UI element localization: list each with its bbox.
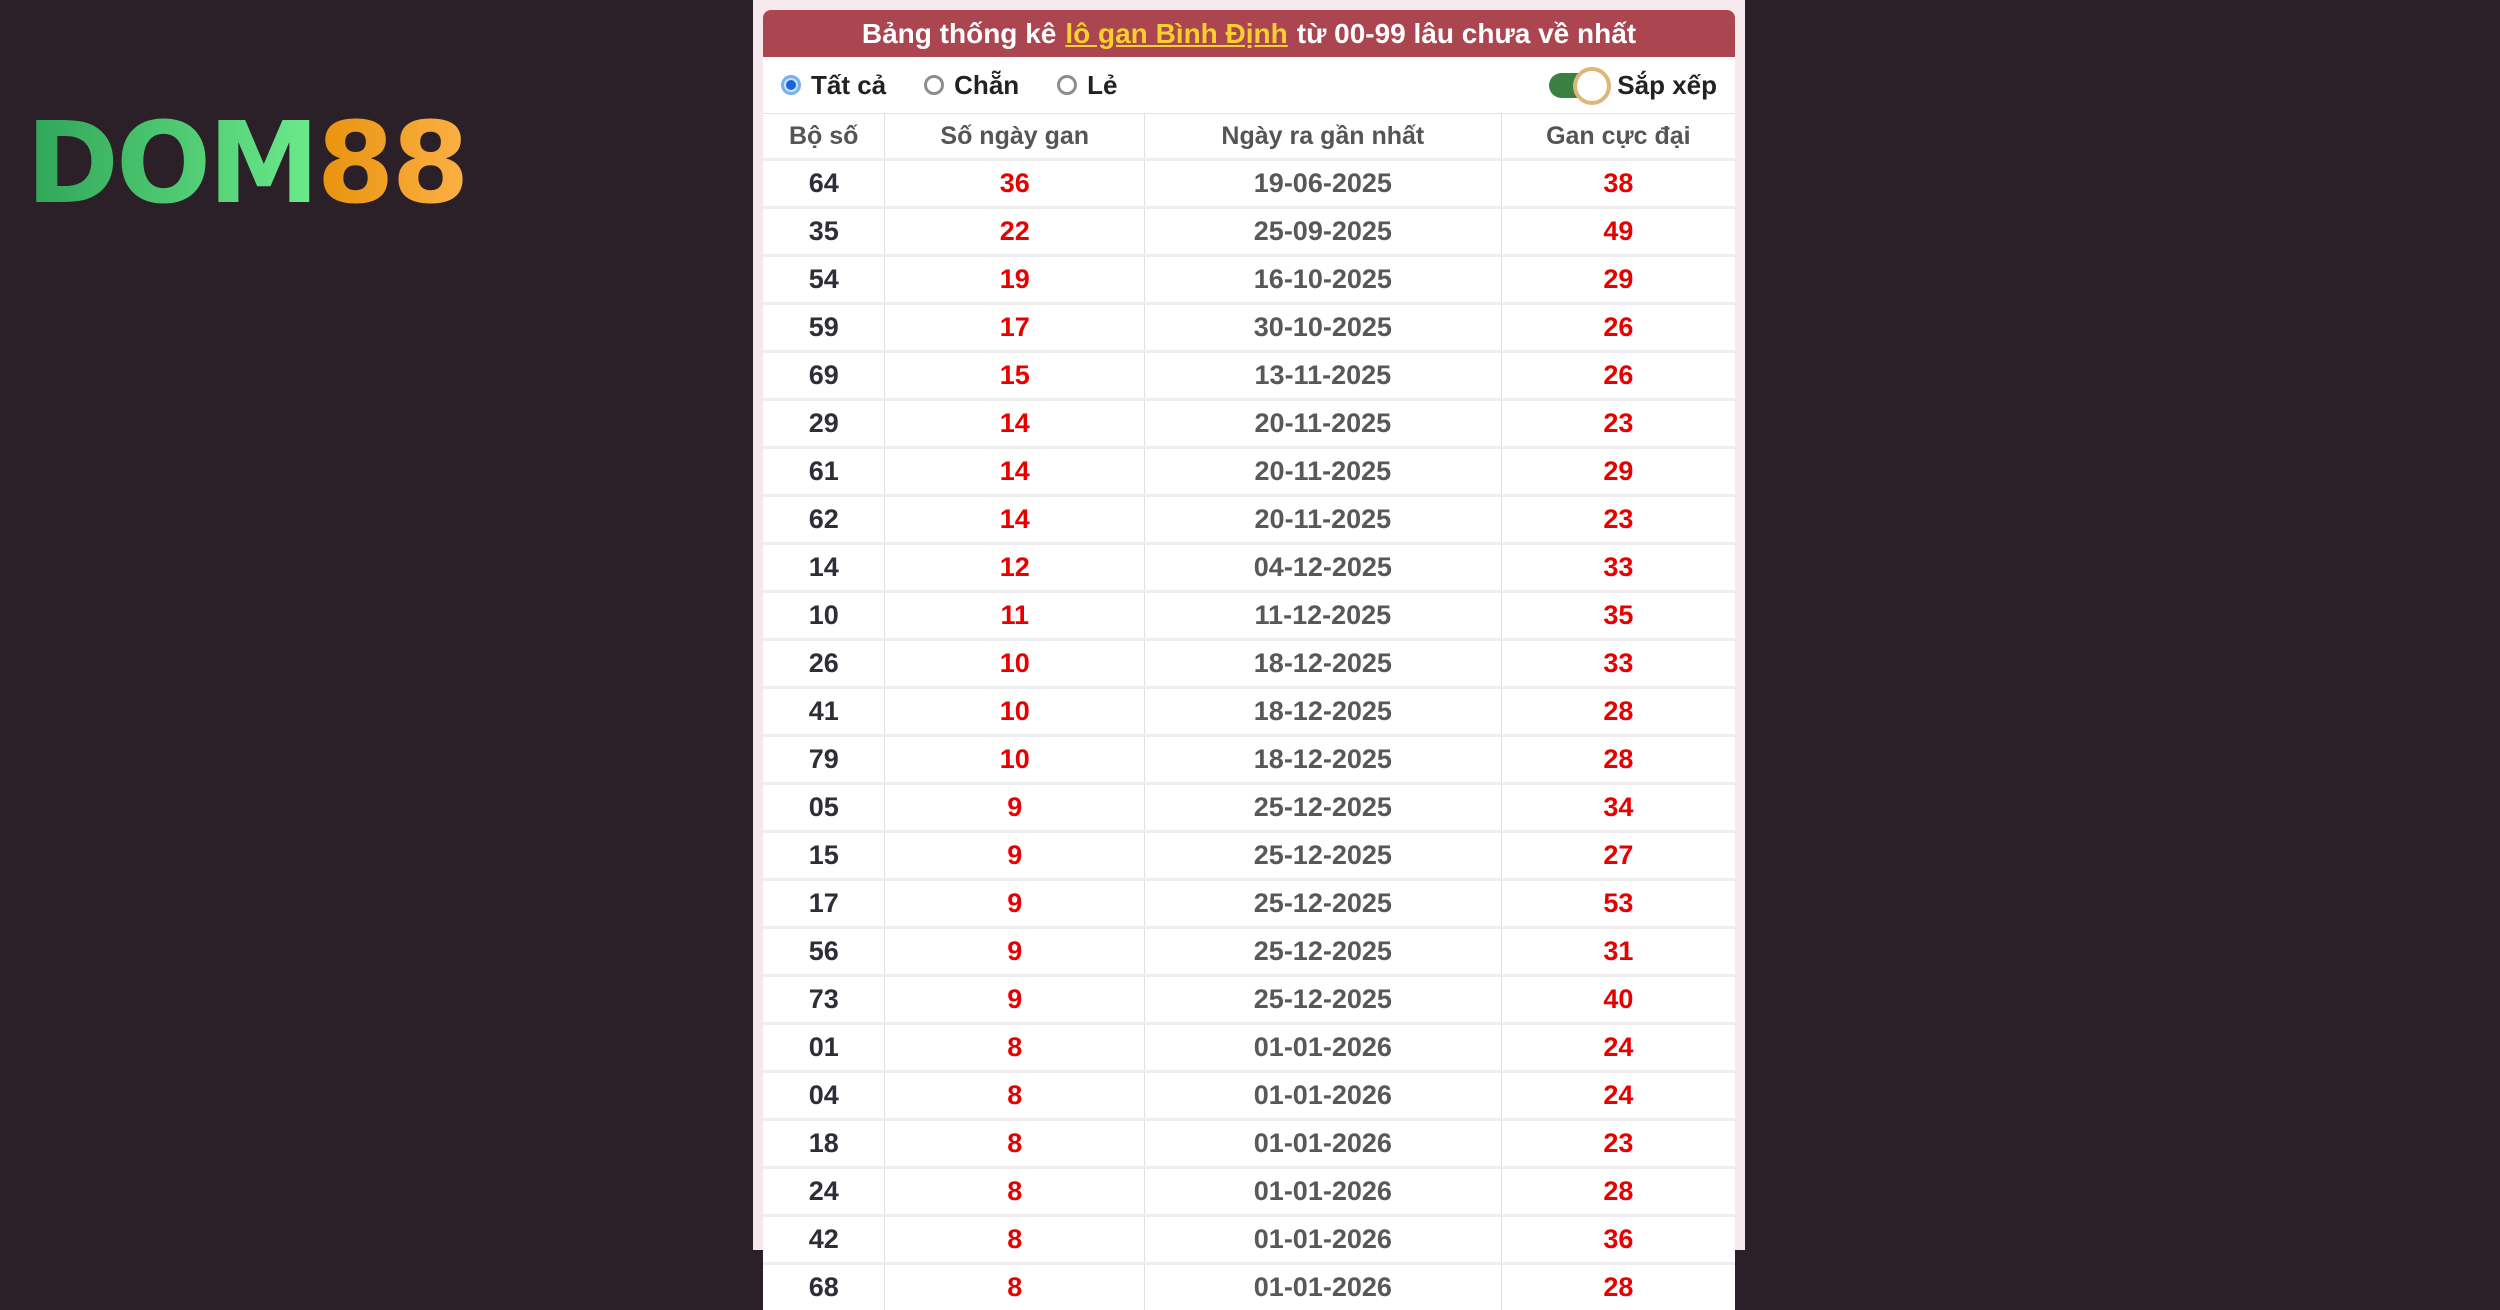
cell-so-ngay-gan: 22 bbox=[885, 209, 1145, 254]
cell-bo-so: 73 bbox=[763, 977, 885, 1022]
radio-odd-label: Lẻ bbox=[1087, 69, 1118, 100]
cell-bo-so: 14 bbox=[763, 545, 885, 590]
table-row bbox=[763, 1121, 1735, 1169]
cell-ngay-ra-gan-nhat: 25-12-2025 bbox=[1145, 881, 1502, 926]
cell-so-ngay-gan: 14 bbox=[885, 449, 1145, 494]
cell-so-ngay-gan: 8 bbox=[885, 1121, 1145, 1166]
cell-ngay-ra-gan-nhat: 25-12-2025 bbox=[1145, 785, 1502, 830]
cell-bo-so: 05 bbox=[763, 785, 885, 830]
cell-bo-so: 26 bbox=[763, 641, 885, 686]
table-title-bar bbox=[763, 10, 1735, 57]
cell-bo-so: 62 bbox=[763, 497, 885, 542]
radio-all[interactable] bbox=[781, 70, 886, 101]
title-prefix: Bảng thống kê bbox=[861, 17, 1057, 49]
cell-gan-cuc-dai: 28 bbox=[1603, 744, 1634, 774]
cell-ngay-ra-gan-nhat: 25-12-2025 bbox=[1145, 929, 1502, 974]
table-row bbox=[763, 353, 1735, 401]
cell-ngay-ra-gan-nhat: 18-12-2025 bbox=[1145, 737, 1502, 782]
cell-bo-so: 24 bbox=[763, 1169, 885, 1214]
table-row bbox=[763, 1073, 1735, 1121]
cell-gan-cuc-dai: 27 bbox=[1603, 840, 1634, 870]
cell-bo-so: 41 bbox=[763, 689, 885, 734]
cell-bo-so: 17 bbox=[763, 881, 885, 926]
logo-text-dom: DOM bbox=[26, 99, 317, 229]
radio-even-label: Chẵn bbox=[954, 69, 1020, 100]
cell-gan-cuc-dai: 23 bbox=[1603, 1128, 1634, 1158]
column-header-ngay-ra-gan-nhat: Ngày ra gần nhất bbox=[1145, 114, 1502, 158]
cell-bo-so: 61 bbox=[763, 449, 885, 494]
cell-bo-so: 56 bbox=[763, 929, 885, 974]
table-row bbox=[763, 1265, 1735, 1310]
table-row bbox=[763, 1025, 1735, 1073]
cell-gan-cuc-dai: 26 bbox=[1603, 360, 1634, 390]
cell-gan-cuc-dai: 53 bbox=[1603, 888, 1634, 918]
cell-gan-cuc-dai: 31 bbox=[1603, 936, 1634, 966]
cell-so-ngay-gan: 14 bbox=[885, 401, 1145, 446]
cell-so-ngay-gan: 17 bbox=[885, 305, 1145, 350]
cell-bo-so: 10 bbox=[763, 593, 885, 638]
cell-so-ngay-gan: 10 bbox=[885, 689, 1145, 734]
cell-bo-so: 35 bbox=[763, 209, 885, 254]
cell-ngay-ra-gan-nhat: 01-01-2026 bbox=[1145, 1025, 1502, 1070]
cell-bo-so: 01 bbox=[763, 1025, 885, 1070]
lo-gan-binh-dinh-link[interactable]: lô gan Bình Định bbox=[1065, 17, 1288, 49]
cell-so-ngay-gan: 10 bbox=[885, 641, 1145, 686]
radio-unselected-icon[interactable] bbox=[924, 75, 944, 95]
cell-ngay-ra-gan-nhat: 20-11-2025 bbox=[1145, 449, 1502, 494]
cell-gan-cuc-dai: 28 bbox=[1603, 1272, 1634, 1302]
cell-so-ngay-gan: 36 bbox=[885, 161, 1145, 206]
dom88-logo bbox=[26, 99, 467, 229]
table-row bbox=[763, 977, 1735, 1025]
sort-label: Sắp xếp bbox=[1617, 69, 1717, 100]
cell-gan-cuc-dai: 24 bbox=[1603, 1032, 1634, 1062]
cell-so-ngay-gan: 8 bbox=[885, 1217, 1145, 1262]
cell-gan-cuc-dai: 35 bbox=[1603, 600, 1634, 630]
table-row bbox=[763, 257, 1735, 305]
cell-ngay-ra-gan-nhat: 25-12-2025 bbox=[1145, 977, 1502, 1022]
table-panel bbox=[763, 57, 1735, 1302]
table-row bbox=[763, 161, 1735, 209]
cell-gan-cuc-dai: 33 bbox=[1603, 648, 1634, 678]
cell-ngay-ra-gan-nhat: 01-01-2026 bbox=[1145, 1169, 1502, 1214]
cell-bo-so: 64 bbox=[763, 161, 885, 206]
cell-so-ngay-gan: 9 bbox=[885, 833, 1145, 878]
cell-gan-cuc-dai: 28 bbox=[1603, 1176, 1634, 1206]
cell-so-ngay-gan: 14 bbox=[885, 497, 1145, 542]
cell-so-ngay-gan: 9 bbox=[885, 977, 1145, 1022]
cell-ngay-ra-gan-nhat: 20-11-2025 bbox=[1145, 497, 1502, 542]
table-row bbox=[763, 737, 1735, 785]
cell-bo-so: 04 bbox=[763, 1073, 885, 1118]
radio-odd[interactable] bbox=[1057, 70, 1117, 101]
cell-gan-cuc-dai: 49 bbox=[1603, 216, 1634, 246]
radio-even[interactable] bbox=[924, 70, 1019, 101]
cell-bo-so: 29 bbox=[763, 401, 885, 446]
cell-ngay-ra-gan-nhat: 25-09-2025 bbox=[1145, 209, 1502, 254]
sort-control bbox=[1549, 70, 1717, 101]
cell-bo-so: 42 bbox=[763, 1217, 885, 1262]
cell-bo-so: 18 bbox=[763, 1121, 885, 1166]
cell-so-ngay-gan: 15 bbox=[885, 353, 1145, 398]
table-row bbox=[763, 449, 1735, 497]
title-suffix: từ 00-99 lâu chưa về nhất bbox=[1296, 17, 1637, 49]
table-row bbox=[763, 929, 1735, 977]
cell-gan-cuc-dai: 28 bbox=[1603, 696, 1634, 726]
cell-gan-cuc-dai: 26 bbox=[1603, 312, 1634, 342]
cell-bo-so: 79 bbox=[763, 737, 885, 782]
cell-gan-cuc-dai: 29 bbox=[1603, 456, 1634, 486]
cell-gan-cuc-dai: 38 bbox=[1603, 168, 1634, 198]
table-row bbox=[763, 1217, 1735, 1265]
table-row bbox=[763, 1169, 1735, 1217]
table-row bbox=[763, 209, 1735, 257]
column-header-so-ngay-gan: Số ngày gan bbox=[885, 114, 1145, 158]
cell-ngay-ra-gan-nhat: 11-12-2025 bbox=[1145, 593, 1502, 638]
radio-selected-icon[interactable] bbox=[781, 75, 801, 95]
cell-bo-so: 69 bbox=[763, 353, 885, 398]
cell-ngay-ra-gan-nhat: 19-06-2025 bbox=[1145, 161, 1502, 206]
table-row bbox=[763, 401, 1735, 449]
cell-bo-so: 54 bbox=[763, 257, 885, 302]
cell-so-ngay-gan: 19 bbox=[885, 257, 1145, 302]
table-row bbox=[763, 785, 1735, 833]
cell-so-ngay-gan: 8 bbox=[885, 1025, 1145, 1070]
cell-ngay-ra-gan-nhat: 01-01-2026 bbox=[1145, 1121, 1502, 1166]
cell-so-ngay-gan: 8 bbox=[885, 1073, 1145, 1118]
table-header-row bbox=[763, 114, 1735, 161]
cell-gan-cuc-dai: 23 bbox=[1603, 408, 1634, 438]
table-row bbox=[763, 833, 1735, 881]
cell-gan-cuc-dai: 40 bbox=[1603, 984, 1634, 1014]
cell-so-ngay-gan: 8 bbox=[885, 1265, 1145, 1310]
radio-unselected-icon[interactable] bbox=[1057, 75, 1077, 95]
column-header-bo-so: Bộ số bbox=[763, 114, 885, 158]
table-row bbox=[763, 305, 1735, 353]
cell-so-ngay-gan: 11 bbox=[885, 593, 1145, 638]
cell-gan-cuc-dai: 24 bbox=[1603, 1080, 1634, 1110]
cell-gan-cuc-dai: 29 bbox=[1603, 264, 1634, 294]
cell-gan-cuc-dai: 36 bbox=[1603, 1224, 1634, 1254]
lo-gan-statistics-widget bbox=[753, 0, 1745, 1302]
table-row bbox=[763, 881, 1735, 929]
cell-ngay-ra-gan-nhat: 16-10-2025 bbox=[1145, 257, 1502, 302]
cell-gan-cuc-dai: 34 bbox=[1603, 792, 1634, 822]
column-header-gan-cuc-dai: Gan cực đại bbox=[1546, 121, 1691, 150]
cell-so-ngay-gan: 9 bbox=[885, 929, 1145, 974]
radio-all-label: Tất cả bbox=[811, 69, 887, 100]
table-row bbox=[763, 593, 1735, 641]
cell-so-ngay-gan: 9 bbox=[885, 881, 1145, 926]
cell-bo-so: 68 bbox=[763, 1265, 885, 1310]
cell-ngay-ra-gan-nhat: 04-12-2025 bbox=[1145, 545, 1502, 590]
sort-toggle[interactable] bbox=[1549, 72, 1601, 99]
cell-so-ngay-gan: 9 bbox=[885, 785, 1145, 830]
toggle-knob-icon[interactable] bbox=[1573, 67, 1611, 105]
cell-ngay-ra-gan-nhat: 01-01-2026 bbox=[1145, 1217, 1502, 1262]
logo-text-88: 88 bbox=[316, 99, 467, 229]
table-row bbox=[763, 497, 1735, 545]
cell-so-ngay-gan: 10 bbox=[885, 737, 1145, 782]
cell-ngay-ra-gan-nhat: 18-12-2025 bbox=[1145, 689, 1502, 734]
filter-row bbox=[763, 57, 1735, 114]
cell-bo-so: 15 bbox=[763, 833, 885, 878]
cell-so-ngay-gan: 12 bbox=[885, 545, 1145, 590]
cell-so-ngay-gan: 8 bbox=[885, 1169, 1145, 1214]
table-row bbox=[763, 689, 1735, 737]
cell-ngay-ra-gan-nhat: 20-11-2025 bbox=[1145, 401, 1502, 446]
cell-ngay-ra-gan-nhat: 30-10-2025 bbox=[1145, 305, 1502, 350]
parity-radio-group bbox=[781, 70, 1118, 101]
cell-bo-so: 59 bbox=[763, 305, 885, 350]
cell-gan-cuc-dai: 33 bbox=[1603, 552, 1634, 582]
cell-ngay-ra-gan-nhat: 01-01-2026 bbox=[1145, 1265, 1502, 1310]
cell-ngay-ra-gan-nhat: 01-01-2026 bbox=[1145, 1073, 1502, 1118]
cell-ngay-ra-gan-nhat: 18-12-2025 bbox=[1145, 641, 1502, 686]
lo-gan-table bbox=[763, 114, 1735, 1302]
cell-ngay-ra-gan-nhat: 13-11-2025 bbox=[1145, 353, 1502, 398]
cell-ngay-ra-gan-nhat: 25-12-2025 bbox=[1145, 833, 1502, 878]
table-row bbox=[763, 641, 1735, 689]
table-row bbox=[763, 545, 1735, 593]
cell-gan-cuc-dai: 23 bbox=[1603, 504, 1634, 534]
